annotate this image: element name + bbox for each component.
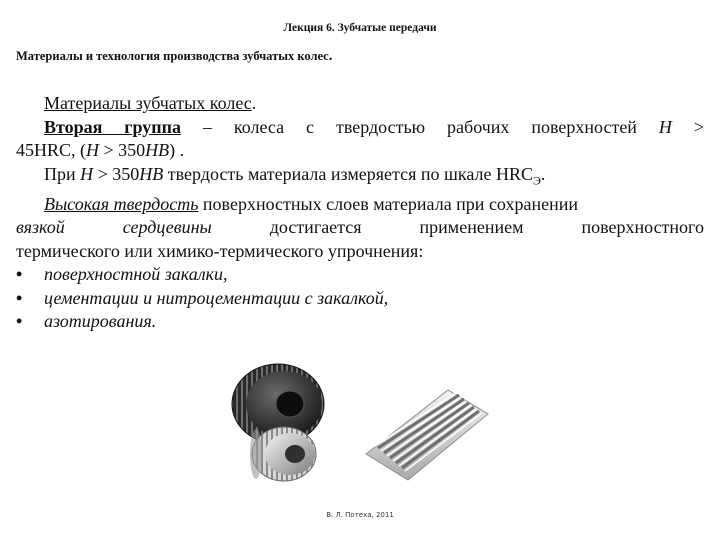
lecture-header: Лекция 6. Зубчатые передачи <box>283 22 437 34</box>
bullet-text: азотирования. <box>44 311 157 332</box>
bullet-symbol: • <box>16 311 23 332</box>
h-variable-3: H <box>80 163 94 184</box>
hardening-text: термического или химико-термического упрочнения: <box>16 240 424 261</box>
hrc-subscript: Э <box>532 173 541 188</box>
hb-unit: HB <box>145 140 170 160</box>
line4-end: . <box>540 163 546 184</box>
bullet-text: цементации и нитроцементации с закалкой, <box>44 287 389 308</box>
line-materials-heading <box>16 92 704 116</box>
list-item <box>16 310 704 334</box>
list-item <box>16 287 704 311</box>
subtitle-text: Материалы и технология производства зубчатых колес <box>16 49 329 63</box>
viscous-core-term: вязкой сердцевины <box>16 217 212 238</box>
second-group-term: Вторая группа <box>44 116 181 137</box>
bullet-symbol: • <box>16 264 23 285</box>
line-viscous-core <box>16 216 704 240</box>
hrc-scale-text: твердость материала измеряется по шкале HRC <box>163 163 533 184</box>
gt-350: > 350 <box>93 163 140 184</box>
list-item <box>16 263 704 287</box>
bullet-text: поверхностной закалки, <box>44 264 228 285</box>
high-hardness-desc: поверхностных слоев материала при сохранении <box>198 193 578 214</box>
lecture-body <box>16 92 704 334</box>
silver-pulley-icon <box>250 427 316 481</box>
hrc-value: 45 <box>16 140 34 160</box>
h-variable: H <box>658 116 672 137</box>
materials-heading-end: . <box>251 93 257 113</box>
hb-unit-2: HB <box>139 163 164 184</box>
line-second-group <box>16 116 704 140</box>
line-hrc-scale <box>16 163 704 193</box>
h-variable-2: H <box>86 140 100 160</box>
hrc-unit: HRC, ( <box>34 140 87 160</box>
line3-end: ) . <box>169 140 185 160</box>
line-hardness-values <box>16 139 704 163</box>
gear-illustration <box>226 362 506 487</box>
subtitle-dot: . <box>328 48 333 64</box>
section-subtitle <box>16 48 332 65</box>
bullet-symbol: • <box>16 287 23 308</box>
materials-heading: Материалы зубчатых колес <box>44 93 252 113</box>
hb-value: > 350 <box>99 140 146 160</box>
gt-sign: > <box>671 116 704 137</box>
gear-images <box>226 362 506 492</box>
gear-rack-icon <box>366 390 488 480</box>
line-hardening <box>16 240 704 264</box>
viscous-core-desc: достигается применением поверхностного <box>211 217 704 238</box>
second-group-desc: – колеса с твердостью рабочих поверхностей <box>181 116 659 137</box>
pri-word: При <box>44 163 81 184</box>
author-footer: В. Л. Потеха, 2011 <box>326 511 394 519</box>
line-high-hardness <box>16 193 704 217</box>
high-hardness-term: Высокая твердость <box>44 193 199 214</box>
